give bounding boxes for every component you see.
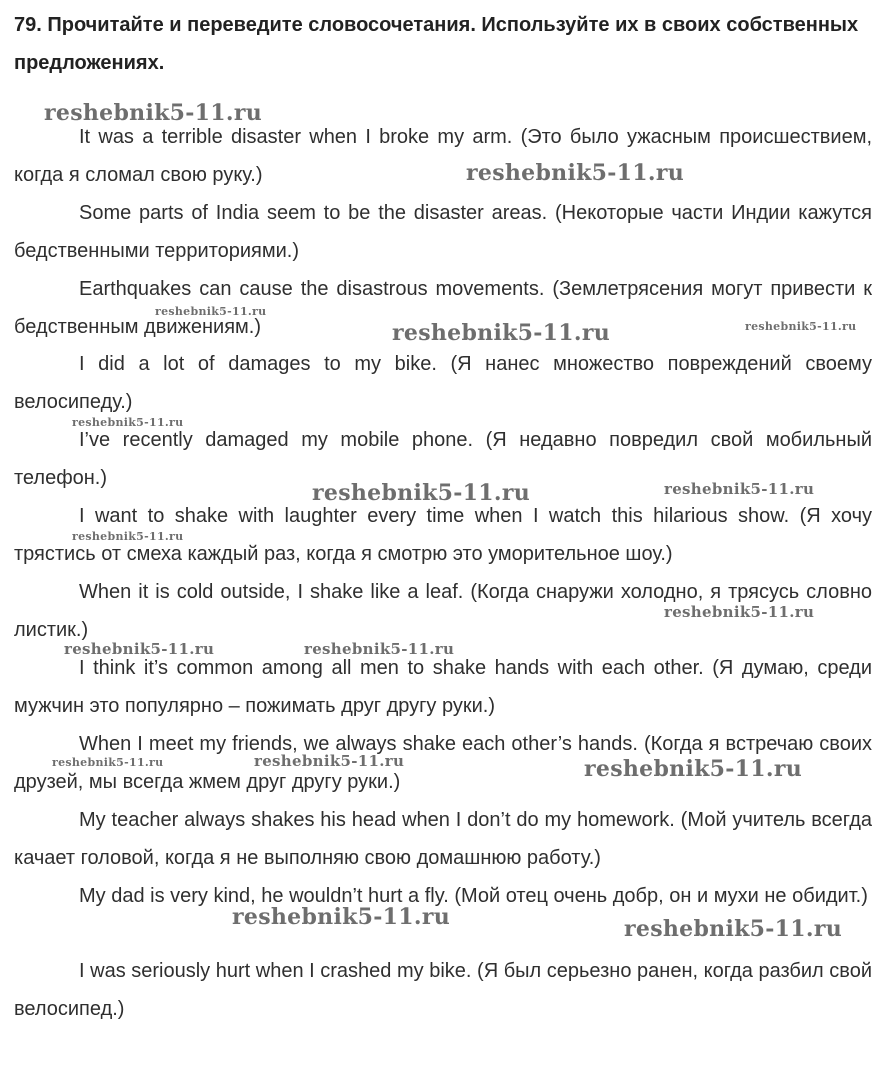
- paragraph-4: I did a lot of damages to my bike. (Я нанес множество повреждений своему велосипеду.): [14, 353, 872, 413]
- watermark: reshebnik5-11.ru: [64, 640, 215, 658]
- watermark: reshebnik5-11.ru: [304, 640, 455, 658]
- watermark: reshebnik5-11.ru: [44, 100, 263, 126]
- watermark: reshebnik5-11.ru: [392, 320, 611, 346]
- watermark: reshebnik5-11.ru: [254, 752, 405, 770]
- paragraph-1: It was a terrible disaster when I broke my arm. (Это было ужасным происшествием, когда я сломал свою руку.): [14, 126, 872, 186]
- watermark: reshebnik5-11.ru: [466, 160, 685, 186]
- watermark: reshebnik5-11.ru: [155, 305, 267, 318]
- paragraph-2: Some parts of India seem to be the disaster areas. (Некоторые части Индии кажутся бедственными территориями.): [14, 202, 872, 262]
- paragraph-9: When I meet my friends, we always shake each other’s hands. (Когда я встречаю своих друзей, мы всегда жмем друг другу руки.): [14, 733, 872, 793]
- watermark: reshebnik5-11.ru: [72, 530, 184, 543]
- watermark: reshebnik5-11.ru: [72, 416, 184, 429]
- watermark: reshebnik5-11.ru: [52, 756, 164, 769]
- task-title: 79. Прочитайте и переведите словосочетания. Используйте их в своих собственных предложениях.: [14, 14, 859, 74]
- paragraph-6: I want to shake with laughter every time when I watch this hilarious show. (Я хочу трястись от смеха каждый раз, когда я смотрю это уморительное шоу.): [14, 505, 872, 565]
- watermark: reshebnik5-11.ru: [664, 480, 815, 498]
- paragraph-7: When it is cold outside, I shake like a leaf. (Когда снаружи холодно, я трясусь словно листик.): [14, 581, 872, 641]
- paragraph-10: My teacher always shakes his head when I don’t do my homework. (Мой учитель всегда качает головой, когда я не выполняю свою домашнюю работу.): [14, 809, 872, 869]
- watermark: reshebnik5-11.ru: [664, 603, 815, 621]
- watermark: reshebnik5-11.ru: [584, 756, 803, 782]
- paragraph-8: I think it’s common among all men to shake hands with each other. (Я думаю, среди мужчин это популярно – пожимать друг другу руки.): [14, 657, 872, 717]
- paragraph-11: My dad is very kind, he wouldn’t hurt a fly. (Мой отец очень добр, он и мухи не обидит.): [79, 885, 868, 907]
- paragraph-3: Earthquakes can cause the disastrous movements. (Землетрясения могут привести к бедственным движениям.): [14, 278, 872, 338]
- watermark: reshebnik5-11.ru: [624, 916, 843, 942]
- watermark: reshebnik5-11.ru: [745, 320, 857, 333]
- paragraph-5: I’ve recently damaged my mobile phone. (Я недавно повредил свой мобильный телефон.): [14, 429, 872, 489]
- watermark: reshebnik5-11.ru: [232, 904, 451, 930]
- paragraph-12: I was seriously hurt when I crashed my bike. (Я был серьезно ранен, когда разбил свой велосипед.): [14, 960, 872, 1020]
- watermark: reshebnik5-11.ru: [312, 480, 531, 506]
